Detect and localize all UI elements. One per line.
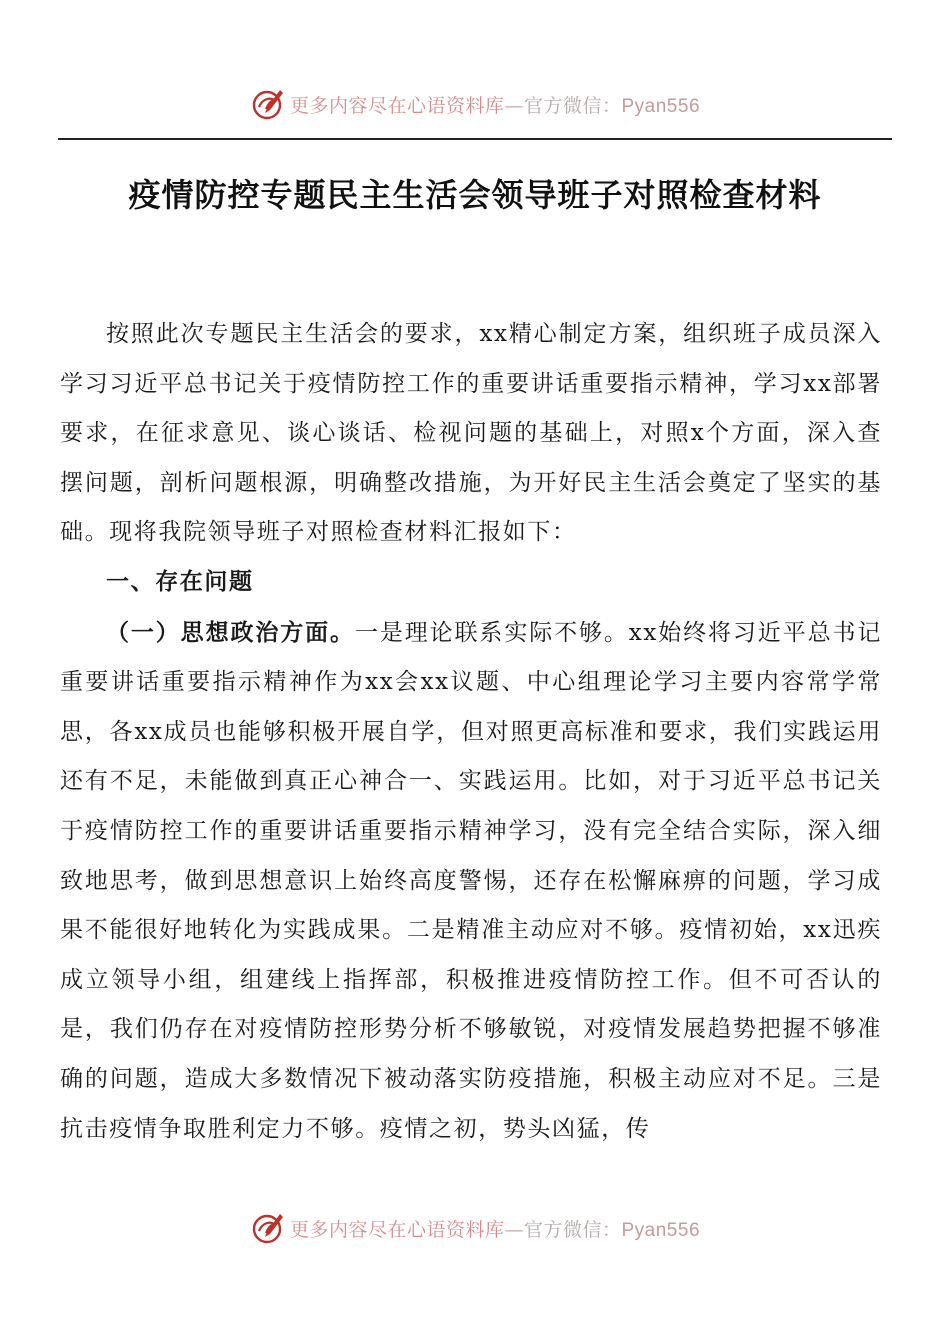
section-paragraph	[60, 608, 882, 1155]
subsection-text: 一是理论联系实际不够。xx始终将习近平总书记重要讲话重要指示精神作为xx会xx议题、中心组理论学习主要内容常学常思，各xx成员也能够积极开展自学，但对照更高标准和要求，我们实践运用还有不足，未能做到真正心神合一、实践运用。比如，对于习近平总书记关于疫情防控工作的重要讲话重要指示精神学习，没有完全结合实际，深入细致地思考，做到思想意识上始终高度警惕，还存在松懈麻痹的问题，学习成果不能很好地转化为实践成果。二是精准主动应对不够。疫情初始，xx迅疾成立领导小组，组建线上指挥部，积极推进疫情防控工作。但不可否认的是，我们仍存在对疫情防控形势分析不够敏锐，对疫情发展趋势把握不够准确的问题，造成大多数情况下被动落实防疫措施，积极主动应对不足。三是抗击疫情争取胜利定力不够。疫情之初，势头凶猛，传	[60, 619, 882, 1142]
banner-text: 更多内容尽在心语资料库—官方微信：Pyan556	[289, 1218, 701, 1241]
document-body	[60, 310, 882, 1154]
intro-paragraph: 按照此次专题民主生活会的要求，xx精心制定方案，组织班子成员深入学习习近平总书记关于疫情防控工作的重要讲话重要指示精神，学习xx部署要求，在征求意见、谈心谈话、检视问题的基础上，对照x个方面，深入查摆问题，剖析问题根源，明确整改措施，为开好民主生活会奠定了坚实的基础。现将我院领导班子对照检查材料汇报如下：	[60, 321, 882, 546]
pen-logo-icon	[250, 1210, 286, 1246]
section-heading: 一、存在问题	[106, 568, 254, 595]
document-title: 疫情防控专题民主生活会领导班子对照检查材料	[128, 176, 822, 214]
header-banner	[0, 84, 950, 124]
banner-text: 更多内容尽在心语资料库—官方微信：Pyan556	[289, 94, 701, 117]
header-rule	[58, 138, 892, 140]
footer-banner	[0, 1208, 950, 1248]
subsection-lead: （一）思想政治方面。	[106, 618, 355, 646]
pen-logo-icon	[250, 86, 286, 122]
